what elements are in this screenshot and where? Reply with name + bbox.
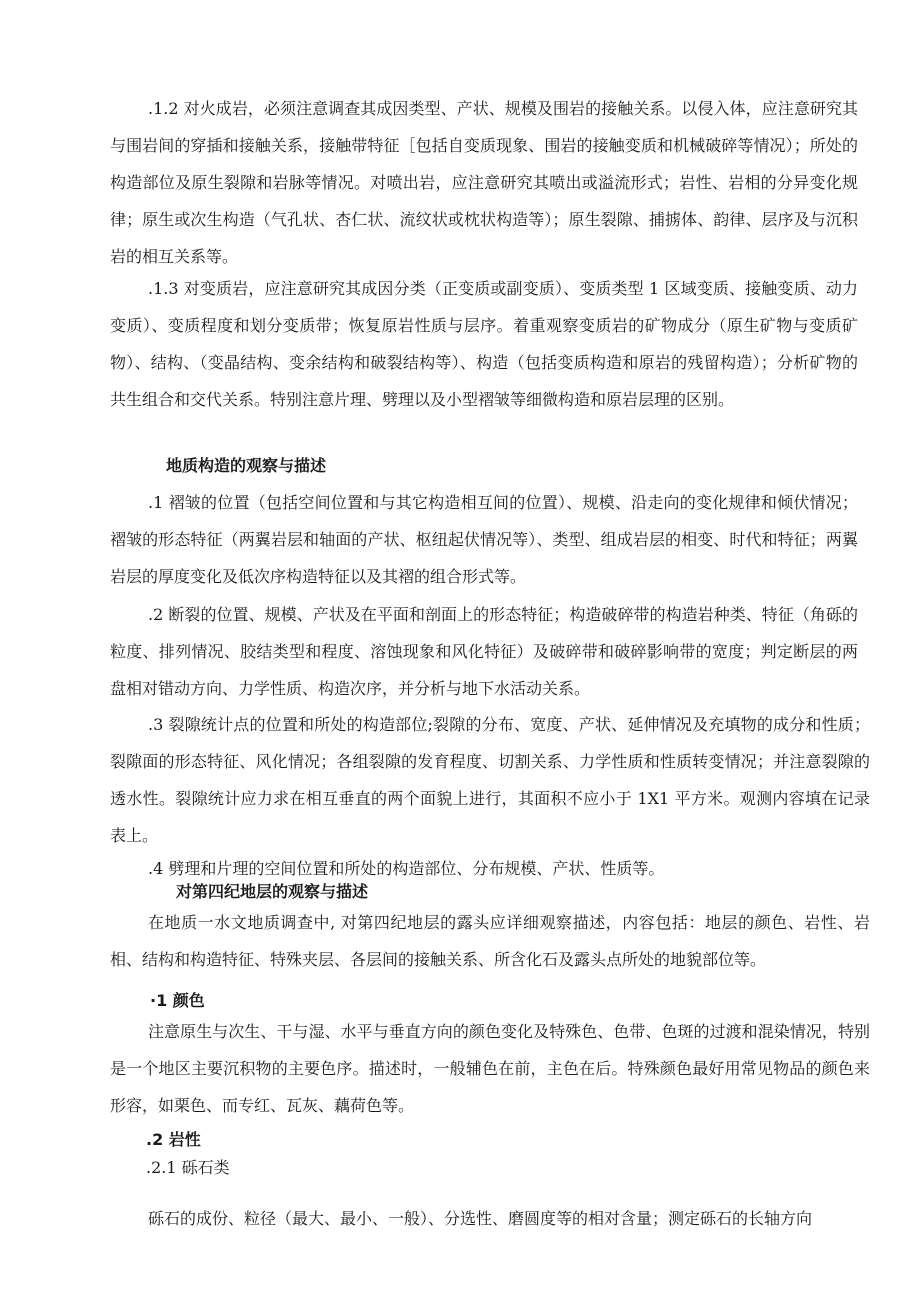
paragraph-igneous-rocks: .1.2 对火成岩，必须注意调查其成因类型、产状、规模及围岩的接触关系。以侵入体，应注意研究其与围岩间的穿插和接触关系，接触带特征［包括自变质现象、围岩的接触变质和机械破碎等情况）；所处的构造部位及原生裂隙和岩脉等情况。对喷出岩，应注意研究其喷出或溢流形式；岩性、岩相的分异变化规律；原生或次生构造（气孔状、杏仁状、流纹状或枕状构造等）；原生裂隙、捕掳体、韵律、层序及与沉积岩的相互关系等。 <box>110 99 858 266</box>
paragraph-quaternary-intro: 在地质一水文地质调查中, 对第四纪地层的露头应详细观察描述，内容包括：地层的颜色、岩性、岩相、结构和构造特征、特殊夹层、各层间的接触关系、所含化石及露头点所处的地貌部位等。 <box>110 913 870 969</box>
subheading-gravel: .2.1 砾石类 <box>146 1158 230 1177</box>
heading-geologic-structure: 地质构造的观察与描述 <box>166 456 327 475</box>
paragraph-metamorphic-rocks: .1.3 对变质岩，应注意研究其成因分类（正变质或副变质）、变质类型 1 区域变质、接触变质、动力变质）、变质程度和划分变质带；恢复原岩性质与层序。着重观察变质岩的矿物成分（原生矿物与变质矿物）、结构、（变晶结构、变余结构和破裂结构等）、构造（包括变质构造和原岩的残留构造）；分析矿物的共生组合和交代关系。特别注意片理、劈理以及小型褶皱等细微构造和原岩层理的区别。 <box>110 279 858 409</box>
paragraph-fractures: .3 裂隙统计点的位置和所处的构造部位;裂隙的分布、宽度、产状、延伸情况及充填物的成分和性质；裂隙面的形态特征、风化情况；各组裂隙的发育程度、切割关系、力学性质和性质转变情况；并注意裂隙的透水性。裂隙统计应力求在相互垂直的两个面貌上进行，其面积不应小于 1X1 平方米。观测内容填在记录表上。 <box>110 715 870 845</box>
subheading-color: ·1 颜色 <box>150 991 205 1010</box>
heading-quaternary: 对第四纪地层的观察与描述 <box>176 882 369 901</box>
paragraph-gravel: 砾石的成份、粒径（最大、最小、一般）、分选性、磨圆度等的相对含量；测定砾石的长轴方向 <box>148 1209 813 1228</box>
paragraph-cleavage: .4 劈理和片理的空间位置和所处的构造部位、分布规模、产状、性质等。 <box>148 859 665 878</box>
paragraph-folds: .1 褶皱的位置（包括空间位置和与其它构造相互间的位置）、规模、沿走向的变化规律和倾伏情况；褶皱的形态特征（两翼岩层和轴面的产状、枢纽起伏情况等）、类型、组成岩层的相变、时代和特征；两翼岩层的厚度变化及低次序构造特征以及其褶的组合形式等。 <box>110 493 858 586</box>
paragraph-faults: .2 断裂的位置、规模、产状及在平面和剖面上的形态特征；构造破碎带的构造岩种类、特征（角砾的粒度、排列情况、胶结类型和程度、溶蚀现象和风化特征）及破碎带和破碎影响带的宽度；判定断层的两盘相对错动方向、力学性质、构造次序，并分析与地下水活动关系。 <box>110 605 858 698</box>
paragraph-color: 注意原生与次生、干与湿、水平与垂直方向的颜色变化及特殊色、色带、色斑的过渡和混染情况，特别是一个地区主要沉积物的主要色序。描述时，一般辅色在前，主色在后。特殊颜色最好用常见物品的颜色来形容，如栗色、而专红、瓦灰、藕荷色等。 <box>110 1022 870 1115</box>
subheading-lithology: .2 岩性 <box>146 1130 201 1149</box>
